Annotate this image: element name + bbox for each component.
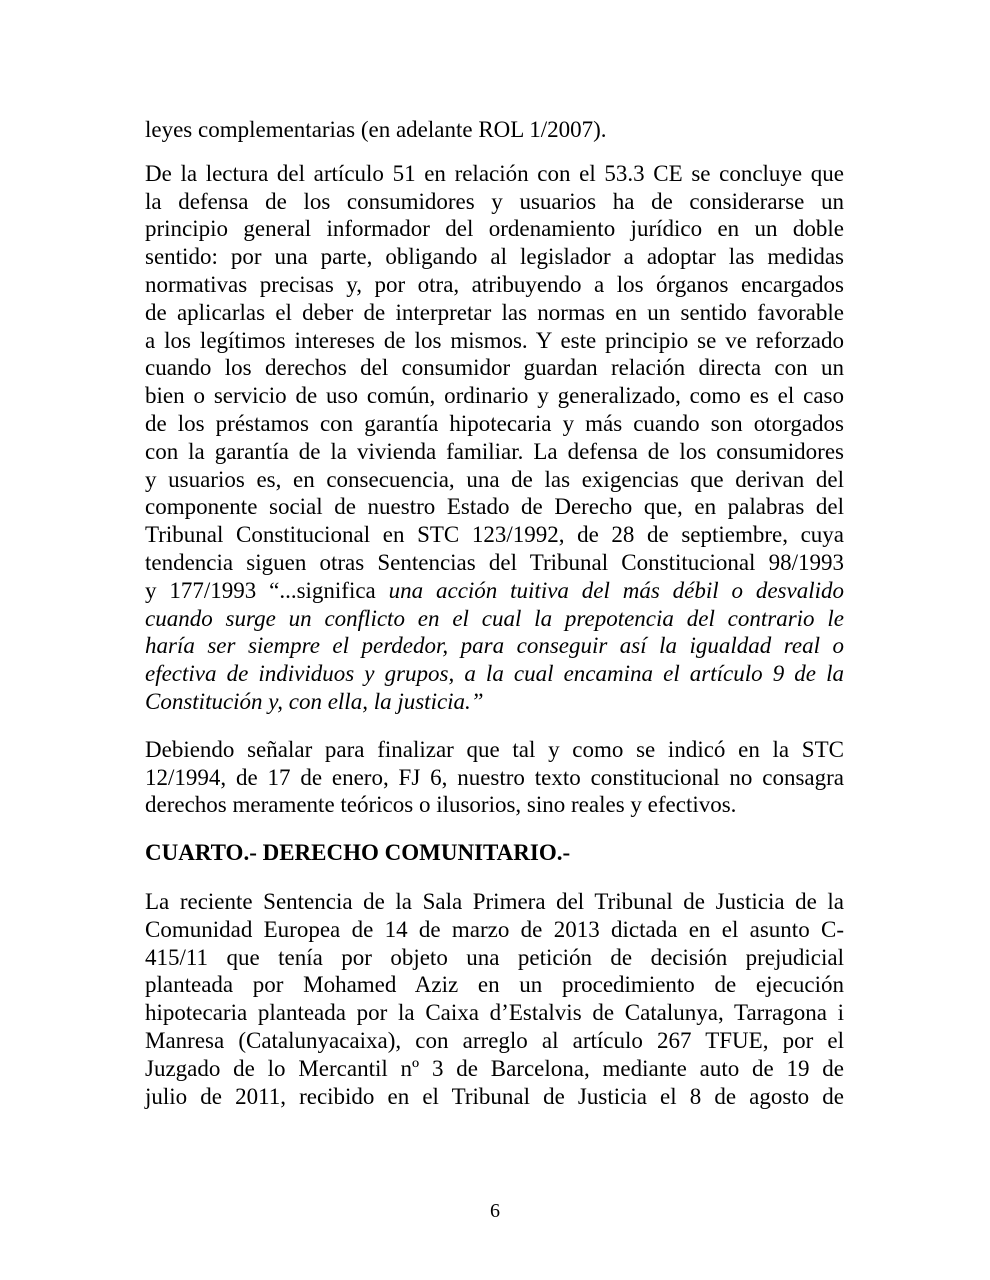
text-line: hipotecaria planteada por la Caixa d’Estalvis de Catalunya, Tarragona i [145, 1000, 844, 1026]
paragraph-intro [145, 116, 844, 144]
text-line: normativas precisas y, por otra, atribuyendo a los órganos encargados [145, 271, 844, 297]
text-line: julio de 2011, recibido en el Tribunal de Justicia el 8 de agosto de [145, 1083, 844, 1109]
italic-quote-segment: una acción tuitiva del más débil o desvalido [388, 577, 845, 603]
paragraph-sentencia [145, 888, 844, 1110]
text-line: leyes complementarias (en adelante ROL 1/2007). [145, 117, 607, 142]
text-line: y usuarios es, en consecuencia, una de las exigencias que derivan del [145, 466, 844, 492]
text-line: Juzgado de lo Mercantil nº 3 de Barcelona, mediante auto de 19 de [145, 1055, 844, 1081]
text-line: de aplicarlas el deber de interpretar las normas en un sentido favorable [145, 299, 844, 325]
italic-quote-line: haría ser siempre el perdedor, para conseguir así la igualdad real o [145, 633, 844, 659]
text-line-mixed [145, 577, 844, 605]
paragraph-stc [145, 736, 844, 819]
text-line: sentido: por una parte, obligando al legislador a adoptar las medidas [145, 244, 844, 270]
text-line: la defensa de los consumidores y usuarios ha de considerarse un [145, 188, 844, 214]
text-line: principio general informador del ordenamiento jurídico en un doble [145, 216, 844, 242]
text-line: Tribunal Constitucional en STC 123/1992, de 28 de septiembre, cuya [145, 522, 844, 548]
text-line: La reciente Sentencia de la Sala Primera del Tribunal de Justicia de la [145, 888, 844, 914]
text-line: a los legítimos intereses de los mismos. Y este principio se ve reforzado [145, 327, 844, 353]
italic-quote-line: Constitución y, con ella, la justicia.” [145, 688, 484, 714]
text-line: planteada por Mohamed Aziz en un procedimiento de ejecución [145, 972, 844, 998]
text-line: De la lectura del artículo 51 en relación con el 53.3 CE se concluye que [145, 160, 844, 186]
text-line: 415/11 que tenía por objeto una petición de decisión prejudicial [145, 944, 844, 970]
italic-quote-line: cuando surge un conflicto en el cual la prepotencia del contrario le [145, 605, 844, 631]
text-line: con la garantía de la vivienda familiar. La defensa de los consumidores [145, 438, 844, 464]
text-line: cuando los derechos del consumidor guardan relación directa con un [145, 355, 844, 381]
text-column [145, 116, 844, 1110]
italic-quote-line: efectiva de individuos y grupos, a la cual encamina el artículo 9 de la [145, 661, 844, 687]
section-heading: CUARTO.- DERECHO COMUNITARIO.- [145, 840, 571, 866]
text-line: tendencia siguen otras Sentencias del Tribunal Constitucional 98/1993 [145, 549, 844, 575]
text-segment: y 177/1993 “...significa [145, 577, 389, 603]
text-line: componente social de nuestro Estado de Derecho que, en palabras del [145, 494, 844, 520]
text-line: bien o servicio de uso común, ordinario y generalizado, como es el caso [145, 383, 844, 409]
page-number: 6 [490, 1200, 500, 1222]
paragraph-defensa-consumidores [145, 160, 844, 716]
text-line: 12/1994, de 17 de enero, FJ 6, nuestro texto constitucional no consagra [145, 764, 844, 790]
text-line: Debiendo señalar para finalizar que tal y como se indicó en la STC [145, 736, 844, 762]
text-line: Manresa (Catalunyacaixa), con arreglo al artículo 267 TFUE, por el [145, 1027, 844, 1053]
text-line: Comunidad Europea de 14 de marzo de 2013 dictada en el asunto C- [145, 916, 844, 942]
text-line: de los préstamos con garantía hipotecaria y más cuando son otorgados [145, 410, 844, 436]
text-line: derechos meramente teóricos o ilusorios, sino reales y efectivos. [145, 792, 737, 818]
